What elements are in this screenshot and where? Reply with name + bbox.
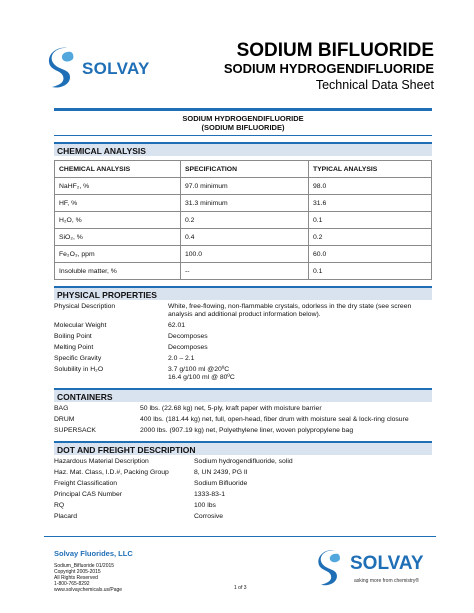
list-item <box>54 427 432 435</box>
table-cell: -- <box>181 263 309 280</box>
property-value: 3.7 g/100 ml @20ºC <box>168 366 230 373</box>
table-cell: 60.0 <box>309 246 432 263</box>
property-label: Melting Point <box>54 344 94 351</box>
table-cell: 0.2 <box>181 212 309 229</box>
table-cell: Insoluble matter, % <box>55 263 181 280</box>
section-containers: CONTAINERS <box>54 388 432 402</box>
brand-name: SOLVAY <box>82 59 150 78</box>
table-cell: 0.1 <box>309 212 432 229</box>
container-label: DRUM <box>54 416 75 423</box>
table-cell: HF, % <box>55 195 181 212</box>
table-cell: Fe₂O₃, ppm <box>55 246 181 263</box>
footer-company: Solvay Fluorides, LLC <box>54 549 133 558</box>
list-item <box>54 355 432 363</box>
solvay-logo <box>44 45 164 91</box>
list-item <box>54 513 432 521</box>
property-label: Boiling Point <box>54 333 92 340</box>
table-cell: NaHF₂, % <box>55 178 181 195</box>
solvay-footer-logo <box>314 547 444 597</box>
freight-label: Freight Classification <box>54 480 118 487</box>
table-cell: H₂O, % <box>55 212 181 229</box>
freight-value: 8, UN 2439, PG II <box>194 469 248 476</box>
list-item <box>54 344 432 352</box>
freight-value: 100 lbs <box>194 502 216 509</box>
freight-label: Hazardous Material Description <box>54 458 149 465</box>
freight-value: Sodium hydrogendifluoride, solid <box>194 458 293 465</box>
containers-list <box>54 405 432 435</box>
table-cell: 31.3 minimum <box>181 195 309 212</box>
list-item <box>54 333 432 341</box>
table-row <box>55 212 432 229</box>
section-dot-freight: DOT AND FREIGHT DESCRIPTION <box>54 441 432 455</box>
property-label: Solubility in H₂O <box>54 366 104 373</box>
list-item <box>54 322 432 330</box>
list-item <box>54 405 432 413</box>
list-item <box>54 469 432 477</box>
footer-line: 1-800-765-8292 <box>54 581 90 587</box>
table-cell: 0.2 <box>309 229 432 246</box>
property-value-group <box>168 366 432 382</box>
list-item <box>54 458 432 466</box>
footer-tagline: asking more from chemistry® <box>354 578 420 584</box>
list-item <box>54 303 432 319</box>
table-row <box>55 195 432 212</box>
page-title: SODIUM BIFLUORIDE <box>236 40 434 61</box>
table-row <box>55 229 432 246</box>
column-header: SPECIFICATION <box>181 161 309 178</box>
property-label: Physical Description <box>54 303 116 310</box>
title-block <box>224 40 434 93</box>
list-item <box>54 491 432 499</box>
solvay-swirl-icon <box>44 45 78 91</box>
freight-value: Corrosive <box>194 513 224 520</box>
property-label: Specific Gravity <box>54 355 102 362</box>
footer-details <box>54 563 133 593</box>
footer-line: Copyright 2005-2015 <box>54 569 101 575</box>
document-type: Technical Data Sheet <box>315 78 434 92</box>
list-item <box>54 416 432 424</box>
table-cell: 0.4 <box>181 229 309 246</box>
container-label: BAG <box>54 405 69 412</box>
dot-freight-list <box>54 458 432 521</box>
main-content <box>54 108 432 521</box>
table-cell: 31.6 <box>309 195 432 212</box>
section-chemical-analysis: CHEMICAL ANALYSIS <box>54 142 432 156</box>
column-header: CHEMICAL ANALYSIS <box>55 161 181 178</box>
container-label: SUPERSACK <box>54 427 96 434</box>
solvay-swirl-icon <box>314 547 344 589</box>
freight-label: RQ <box>54 502 65 509</box>
table-cell: 0.1 <box>309 263 432 280</box>
footer-line: All Rights Reserved <box>54 575 98 581</box>
physical-properties-list <box>54 303 432 382</box>
property-value: Decomposes <box>168 333 208 340</box>
property-value: 16.4 g/100 ml @ 80ºC <box>168 374 235 381</box>
list-item <box>54 366 432 382</box>
footer-brand-name: SOLVAY <box>350 553 424 574</box>
table-cell: 98.0 <box>309 178 432 195</box>
property-value: 2.0 – 2.1 <box>168 355 195 362</box>
page-subtitle: SODIUM HYDROGENDIFLUORIDE <box>223 61 434 76</box>
table-row <box>55 263 432 280</box>
list-item <box>54 480 432 488</box>
section-physical-properties: PHYSICAL PROPERTIES <box>54 286 432 300</box>
freight-label: Haz. Mat. Class, I.D.#, Packing Group <box>54 469 169 476</box>
column-header: TYPICAL ANALYSIS <box>309 161 432 178</box>
table-header-row <box>55 161 432 178</box>
footer-line: Sodium_Bifluoride 01/2015 <box>54 563 115 569</box>
freight-value: Sodium Bifluoride <box>194 480 248 487</box>
list-item <box>54 502 432 510</box>
chemical-analysis-table <box>54 160 432 280</box>
table-cell: SiO₂, % <box>55 229 181 246</box>
freight-value: 1333-83-1 <box>194 491 225 498</box>
property-value: White, free-flowing, non-flammable crystals, odorless in the dry state (see screen analysis and additional product information below). <box>168 303 412 318</box>
table-row <box>55 178 432 195</box>
property-label: Molecular Weight <box>54 322 107 329</box>
property-value: Decomposes <box>168 344 208 351</box>
property-value: 62.01 <box>168 322 186 329</box>
table-row <box>55 246 432 263</box>
footer-link[interactable]: www.solvaychemicals.us/Page <box>54 587 123 593</box>
banner-line-1: SODIUM HYDROGENDIFLUORIDE <box>182 114 304 123</box>
footer-info <box>54 549 133 593</box>
freight-label: Placard <box>54 513 78 520</box>
freight-label: Principal CAS Number <box>54 491 122 498</box>
container-value: 2000 lbs. (907.19 kg) net, Polyethylene liner, woven polypropylene bag <box>140 427 354 434</box>
container-value: 400 lbs. (181.44 kg) net, full, open-head, fiber drum with moisture seal & lock-ring closure <box>140 416 409 423</box>
page-number: 1 of 3 <box>234 585 247 591</box>
container-value: 50 lbs. (22.68 kg) net, 5-ply, kraft paper with moisture barrier <box>140 405 322 412</box>
table-cell: 97.0 minimum <box>181 178 309 195</box>
table-cell: 100.0 <box>181 246 309 263</box>
page-footer <box>44 536 436 593</box>
banner-line-2: (SODIUM BIFLUORIDE) <box>201 123 285 132</box>
product-banner <box>54 108 432 136</box>
